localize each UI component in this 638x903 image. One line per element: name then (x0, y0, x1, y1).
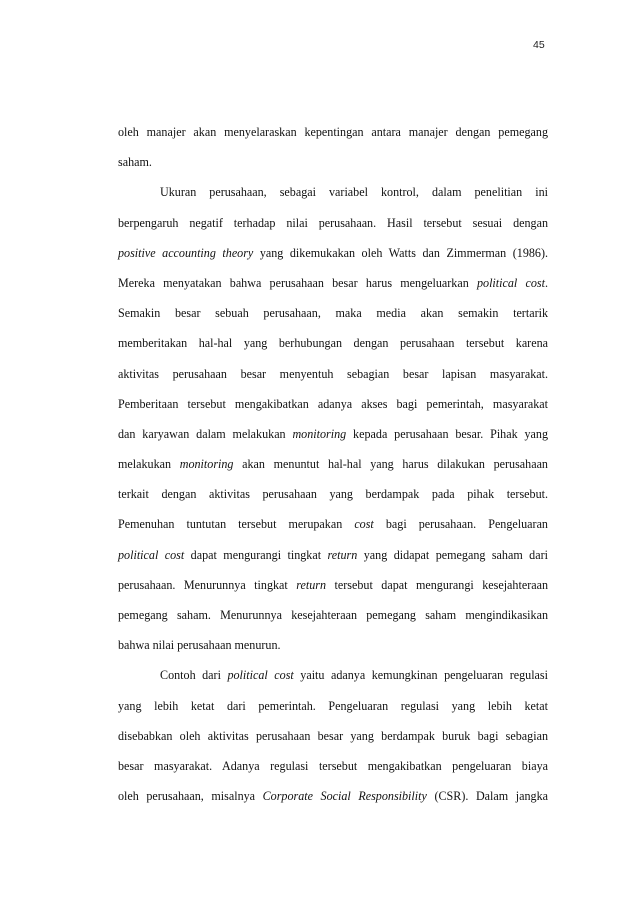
text-segment: Ukuran perusahaan, sebagai variabel kontrol, dalam penelitian ini (160, 185, 548, 200)
text-segment: disebabkan oleh aktivitas perusahaan besar yang berdampak buruk bagi sebagian (118, 728, 548, 743)
text-segment: perusahaan. Menurunnya tingkat (118, 577, 297, 592)
text-segment: besar masyarakat. Adanya regulasi tersebut mengakibatkan pengeluaran biaya (118, 758, 548, 773)
italic-term: political cost (227, 668, 294, 683)
text-segment: aktivitas perusahaan besar menyentuh sebagian besar lapisan masyarakat. (118, 366, 548, 381)
text-line (118, 479, 548, 509)
text-line (118, 328, 548, 358)
italic-term: political cost (118, 547, 185, 562)
italic-term: monitoring (292, 426, 347, 441)
text-line (118, 660, 548, 690)
text-segment: bahwa nilai perusahaan menurun. (118, 638, 281, 653)
text-line (118, 781, 548, 811)
text-line (118, 570, 548, 600)
text-segment: dapat mengurangi tingkat (184, 547, 328, 562)
text-segment: yang didapat pemegang saham dari (357, 547, 548, 562)
italic-term: Corporate Social Responsibility (262, 789, 427, 804)
body-text (118, 117, 548, 811)
text-segment: (CSR). Dalam jangka (426, 789, 548, 804)
text-line (118, 540, 548, 570)
text-segment: saham. (118, 155, 152, 170)
text-line (118, 238, 548, 268)
italic-term: cost (354, 517, 374, 532)
page-number: 45 (533, 39, 545, 51)
text-line (118, 389, 548, 419)
text-line (118, 600, 548, 630)
text-segment: terkait dengan aktivitas perusahaan yang berdampak pada pihak tersebut. (118, 487, 548, 502)
text-segment: Pemberitaan tersebut mengakibatkan adanya akses bagi pemerintah, masyarakat (118, 396, 548, 411)
text-segment: Contoh dari (160, 668, 228, 683)
text-segment: memberitakan hal-hal yang berhubungan dengan perusahaan tersebut karena (118, 336, 548, 351)
text-line (118, 359, 548, 389)
text-line (118, 449, 548, 479)
text-segment: akan menuntut hal-hal yang harus dilakukan perusahaan (233, 457, 548, 472)
italic-term: positive accounting theory (118, 245, 254, 260)
text-line (118, 751, 548, 781)
text-line (118, 630, 548, 660)
text-line (118, 509, 548, 539)
text-segment: oleh perusahaan, misalnya (118, 789, 263, 804)
text-segment: pemegang saham. Menurunnya kesejahteraan pemegang saham mengindikasikan (118, 608, 548, 622)
text-segment: yang lebih ketat dari pemerintah. Pengeluaran regulasi yang lebih ketat (118, 698, 548, 713)
text-segment: berpengaruh negatif terhadap nilai perusahaan. Hasil tersebut sesuai dengan (118, 215, 548, 230)
italic-term: return (296, 577, 327, 592)
text-segment: Mereka menyatakan bahwa perusahaan besar harus mengeluarkan (118, 275, 477, 290)
text-line (118, 721, 548, 751)
text-segment: melakukan (118, 457, 180, 472)
text-segment: Semakin besar sebuah perusahaan, maka media akan semakin tertarik (118, 306, 548, 321)
text-line (118, 147, 548, 177)
text-line (118, 268, 548, 298)
text-segment: tersebut dapat mengurangi kesejahteraan (326, 577, 548, 592)
text-line (118, 117, 548, 147)
italic-term: political cost (476, 275, 545, 290)
text-segment: Pemenuhan tuntutan tersebut merupakan (118, 517, 355, 532)
text-line (118, 177, 548, 207)
text-line (118, 208, 548, 238)
text-segment: oleh manajer akan menyelaraskan kepentingan antara manajer dengan pemegang (118, 125, 548, 139)
text-segment: dan karyawan dalam melakukan (118, 426, 293, 441)
text-line (118, 419, 548, 449)
text-line (118, 298, 548, 328)
text-segment: yang dikemukakan oleh Watts dan Zimmerman (1986). (253, 245, 549, 260)
text-segment: yaitu adanya kemungkinan pengeluaran regulasi (293, 668, 548, 683)
text-segment: . (544, 275, 548, 290)
text-line (118, 691, 548, 721)
italic-term: return (327, 547, 358, 562)
italic-term: monitoring (179, 457, 234, 472)
text-segment: kepada perusahaan besar. Pihak yang (346, 426, 548, 441)
text-segment: bagi perusahaan. Pengeluaran (373, 517, 548, 532)
